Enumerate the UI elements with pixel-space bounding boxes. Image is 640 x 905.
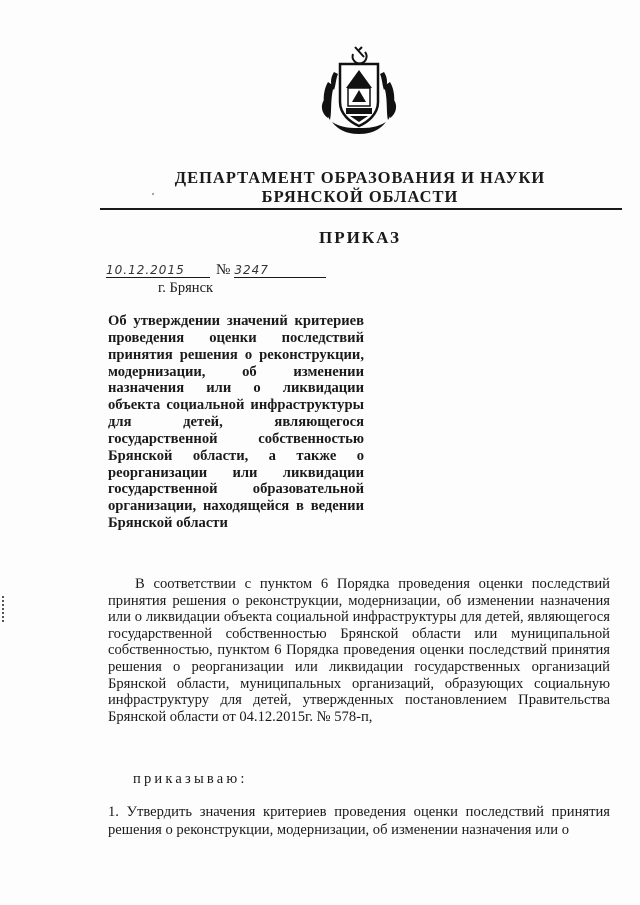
number-field: 3247	[234, 263, 326, 278]
scan-speck	[152, 193, 154, 195]
organization-title: ДЕПАРТАМЕНТ ОБРАЗОВАНИЯ И НАУКИ БРЯНСКОЙ ОБЛАСТИ	[174, 168, 546, 206]
scan-margin-mark	[2, 596, 6, 622]
document-type-heading: ПРИКАЗ	[319, 228, 401, 247]
coat-of-arms-icon	[318, 42, 400, 138]
date-number-line	[106, 262, 326, 280]
header-divider	[100, 208, 622, 210]
clause-1: 1. Утвердить значения критериев проведения оценки последствий принятия решения о реконструкции, модернизации, об изменении назначения или о	[108, 804, 610, 838]
order-subject: Об утверждении значений критериев проведения оценки последствий принятия решения о реконструкции, модернизации, об изменении назначения или о ликвидации объекта социальной инфраструктуры для детей, являющегося государственной собственностью Брянской области, а также о реорганизации или ликвидации государственной образовательной организации, находящейся в ведении Брянской области	[108, 313, 364, 532]
number-sign: №	[216, 262, 231, 278]
city-label: г. Брянск	[158, 280, 214, 296]
date-field: 10.12.2015	[106, 263, 210, 278]
preamble-paragraph: В соответствии с пунктом 6 Порядка проведения оценки последствий принятия решения о реконструкции, модернизации, об изменении назначения или о ликвидации объекта социальной инфраструктуры для детей, являющегося государственной собственностью Брянской области или муниципальной собственностью, пунктом 6 Порядка проведения оценки последствий принятия решения о реорганизации или ликвидации государственных организаций Брянской области, муниципальных организаций, образующих социальную инфраструктуру для детей, утвержденных постановлением Правительства Брянской области от 04.12.2015г. № 578-п,	[108, 576, 610, 725]
order-word: приказываю:	[133, 771, 248, 787]
